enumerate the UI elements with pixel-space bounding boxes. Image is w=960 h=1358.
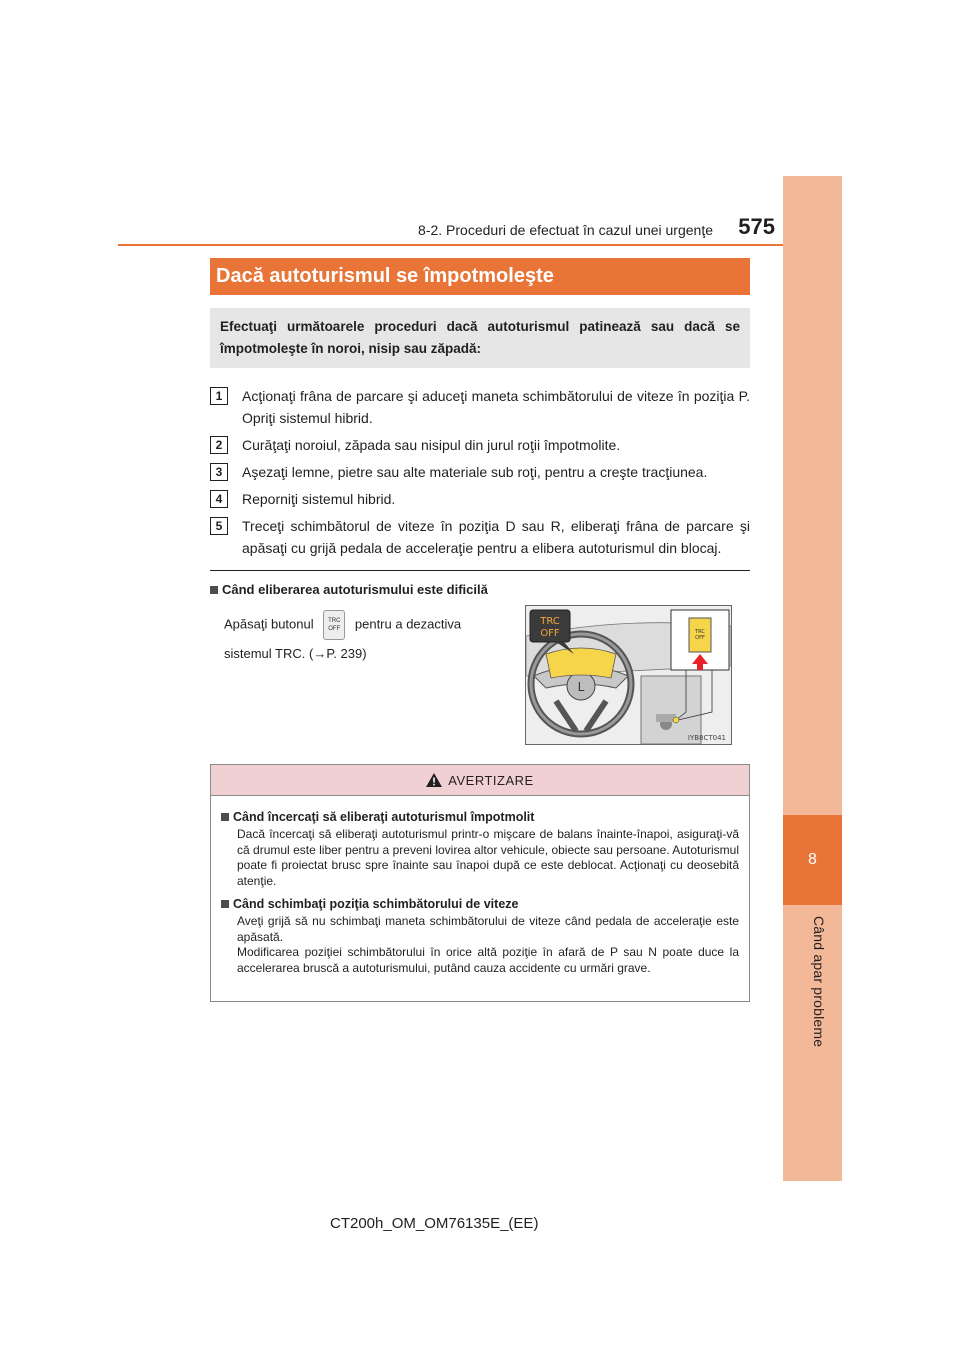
warning-heading-text: Când schimbaţi poziţia schimbătorului de viteze	[233, 897, 519, 911]
warning-heading-text: Când încercaţi să eliberaţi autoturismul împotmolit	[233, 810, 535, 824]
warning-header	[211, 765, 749, 796]
section-divider	[210, 570, 750, 571]
step-text: Treceţi schimbătorul de viteze în poziţia D sau R, eliberaţi frâna de parcare şi apăsaţi cu grijă pedala de acceleraţie pentru a elibera autoturismul din blocaj.	[242, 518, 750, 556]
svg-text:L: L	[577, 680, 585, 694]
warning-item-text-2: Modificarea poziţiei schimbătorului în orice altă poziţie în afară de P sau N poate duce la accelerarea bruscă a autoturismului, putând cauza accidente cu urmări grave.	[237, 945, 739, 975]
step-text: Acţionaţi frâna de parcare şi aduceţi maneta schimbătorului de viteze în poziţia P. Opriţi sistemul hibrid.	[242, 388, 750, 426]
step-text: Aşezaţi lemne, pietre sau alte materiale sub roţi, pentru a creşte tracţiunea.	[242, 464, 708, 480]
step-number: 3	[210, 463, 228, 481]
document-code: CT200h_OM_OM76135E_(EE)	[330, 1215, 539, 1232]
dashboard-illustration	[525, 605, 732, 745]
step-number: 2	[210, 436, 228, 454]
square-bullet-icon	[221, 900, 229, 908]
svg-text:OFF: OFF	[695, 635, 705, 641]
note-body	[224, 610, 484, 668]
warning-body	[211, 796, 749, 984]
note-text-before: Apăsaţi butonul	[224, 616, 314, 632]
trc-button-label-2: OFF	[328, 626, 341, 632]
chapter-side-tab	[783, 176, 842, 1181]
warning-box	[210, 764, 750, 1002]
section-title: Dacă autoturismul se împotmoleşte	[210, 258, 750, 295]
step-number: 5	[210, 517, 228, 535]
trc-button-label-1: TRC	[328, 618, 341, 624]
step-item	[210, 385, 750, 429]
step-number: 4	[210, 490, 228, 508]
chapter-title: Când apar probleme	[811, 916, 827, 1048]
step-number: 1	[210, 387, 228, 405]
step-item	[210, 461, 750, 483]
note-heading	[210, 582, 488, 597]
step-text: Reporniţi sistemul hibrid.	[242, 491, 396, 507]
step-item	[210, 434, 750, 456]
header-divider	[118, 244, 783, 246]
header-section-title: 8-2. Proceduri de efectuat în cazul unei urgenţe	[418, 222, 713, 238]
note-heading-text: Când eliberarea autoturismului este dificilă	[222, 582, 488, 597]
square-bullet-icon	[210, 586, 218, 594]
callout-line1: TRC	[540, 616, 560, 627]
warning-title: AVERTIZARE	[448, 772, 534, 788]
callout-line2: OFF	[540, 628, 560, 639]
page-number: 575	[738, 214, 775, 239]
square-bullet-icon	[221, 813, 229, 821]
step-item	[210, 488, 750, 510]
warning-item-text: Aveţi grijă să nu schimbaţi maneta schimbătorului de viteze când pedala de acceleraţie este apăsată.	[237, 914, 739, 944]
step-text: Curăţaţi noroiul, zăpada sau nisipul din jurul roţii împotmolite.	[242, 437, 621, 453]
warning-item-heading	[221, 810, 739, 824]
svg-text:TRC: TRC	[695, 629, 705, 635]
intro-text: Efectuaţi următoarele proceduri dacă autoturismul patinează sau dacă se împotmoleşte în noroi, nisip sau zăpadă:	[210, 308, 750, 368]
step-item	[210, 515, 750, 559]
illustration-code: IYB8CT041	[687, 734, 726, 742]
trc-off-button-icon	[323, 610, 345, 640]
dashboard-drawing	[526, 606, 731, 744]
note-text-after: pentru a dezactiva	[354, 616, 462, 632]
chapter-number: 8	[783, 815, 842, 905]
warning-item-text: Dacă încercaţi să eliberaţi autoturismul printr-o mişcare de balans înainte-înapoi, asiguraţi-vă că drumul este liber pentru a preveni lovirea altor vehicule, obiecte sau persoane. Autoturismul poate fi proiectat brusc spre înainte sau înapoi după ce este deblocat. Acţionaţi cu deosebită atenţie.	[237, 827, 739, 888]
warning-triangle-icon	[426, 773, 442, 787]
steps-list	[210, 385, 750, 564]
note-text-line2: sistemul TRC. (→P. 239)	[224, 646, 367, 661]
warning-item-heading	[221, 897, 739, 911]
